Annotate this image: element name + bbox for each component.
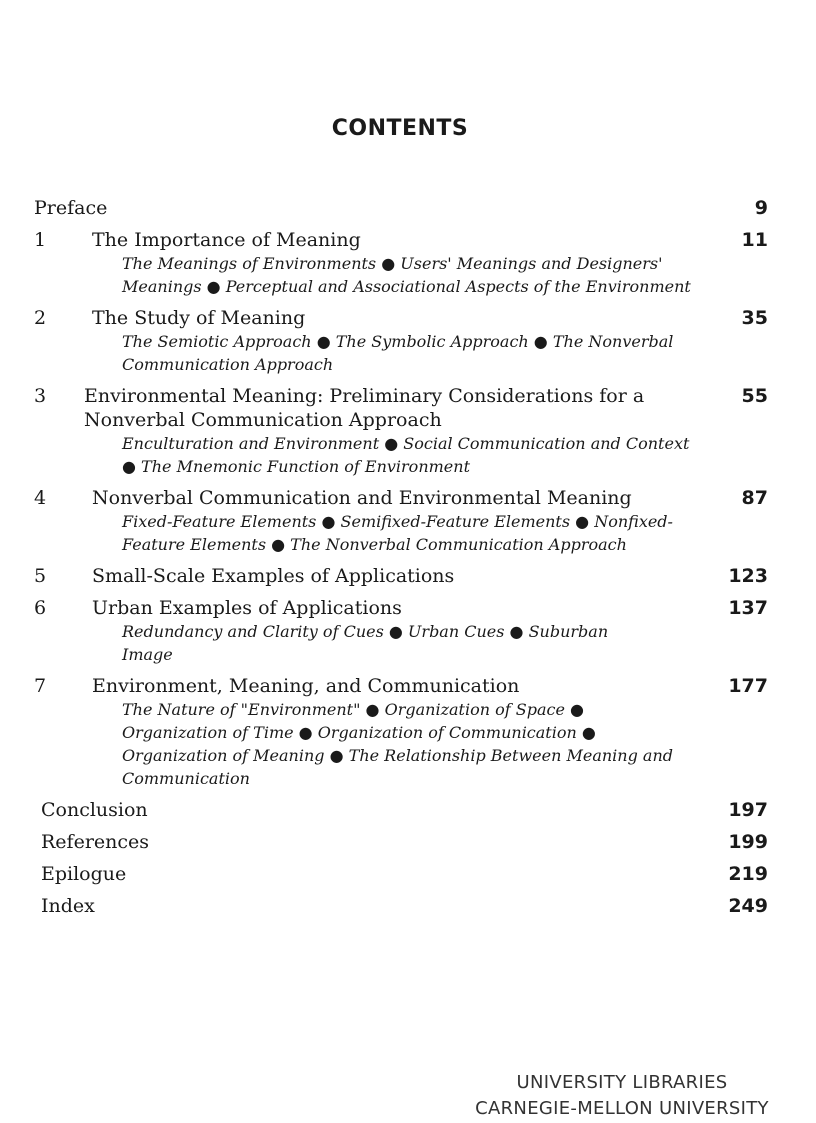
chapter-number: 6 (34, 597, 47, 619)
entry-title: References (41, 831, 150, 853)
chapter-topics: Redundancy and Clarity of Cues ● Urban Cues ● Suburban Image (122, 622, 609, 664)
chapter-number: 1 (34, 229, 47, 251)
chapter-topics: The Nature of "Environment" ● Organization of Space ● Organization of Time ● Organization of Communication ● Organization of Meaning ● The Relationship Between Meaning and Communication (122, 700, 673, 788)
page-number: 11 (741, 229, 768, 251)
page-title: CONTENTS (331, 116, 469, 141)
library-stamp (462, 1070, 782, 1122)
chapter-number: 4 (34, 487, 47, 509)
chapter-title: Nonverbal Communication and Environmental Meaning (92, 487, 632, 509)
page-number: 55 (741, 385, 768, 407)
entry-title: Index (41, 895, 95, 917)
page-number: 123 (728, 565, 768, 587)
page-number: 35 (741, 307, 768, 329)
stamp-line-2: CARNEGIE-MELLON UNIVERSITY (475, 1098, 769, 1119)
toc-entry-conclusion (34, 798, 774, 822)
page-number: 199 (728, 831, 768, 853)
chapter-title: The Study of Meaning (92, 307, 306, 329)
toc-entry-chapter-6 (34, 596, 774, 666)
chapter-topics: The Meanings of Environments ● Users' Meanings and Designers' Meanings ● Perceptual and Associational Aspects of the Environment (122, 254, 691, 296)
toc-entry-chapter-2 (34, 306, 774, 376)
toc-entry-chapter-4 (34, 486, 774, 556)
chapter-title: Environmental Meaning: Preliminary Considerations for a Nonverbal Communication Approach (84, 385, 645, 431)
toc-entry-chapter-5 (34, 564, 774, 588)
chapter-number: 5 (34, 565, 47, 587)
page-number: 197 (728, 799, 768, 821)
page-number: 9 (754, 197, 768, 219)
toc-entry-references (34, 830, 774, 854)
page-number: 137 (728, 597, 768, 619)
entry-title: Preface (34, 197, 108, 219)
toc-entry-chapter-1 (34, 228, 774, 298)
entry-title: Conclusion (41, 799, 148, 821)
chapter-topics: Fixed-Feature Elements ● Semifixed-Feature Elements ● Nonfixed-Feature Elements ● The Nonverbal Communication Approach (122, 512, 673, 554)
stamp-line-1: UNIVERSITY LIBRARIES (516, 1072, 728, 1093)
toc-entry-epilogue (34, 862, 774, 886)
table-of-contents (34, 196, 774, 918)
toc-entry-preface (34, 196, 774, 220)
chapter-number: 2 (34, 307, 47, 329)
page-number: 87 (741, 487, 768, 509)
toc-entry-chapter-3 (34, 384, 774, 478)
chapter-topics: The Semiotic Approach ● The Symbolic Approach ● The Nonverbal Communication Approach (122, 332, 674, 374)
entry-title: Epilogue (41, 863, 127, 885)
chapter-title: Environment, Meaning, and Communication (92, 675, 520, 697)
toc-entry-chapter-7 (34, 674, 774, 790)
chapter-title: The Importance of Meaning (92, 229, 361, 251)
page-number: 219 (728, 863, 768, 885)
chapter-title: Urban Examples of Applications (92, 597, 402, 619)
page-number: 177 (728, 675, 768, 697)
page-number: 249 (728, 895, 768, 917)
chapter-topics: Enculturation and Environment ● Social Communication and Context ● The Mnemonic Function of Environment (122, 434, 690, 476)
chapter-number: 3 (34, 385, 47, 407)
chapter-number: 7 (34, 675, 47, 697)
toc-entry-index (34, 894, 774, 918)
chapter-title: Small-Scale Examples of Applications (92, 565, 455, 587)
